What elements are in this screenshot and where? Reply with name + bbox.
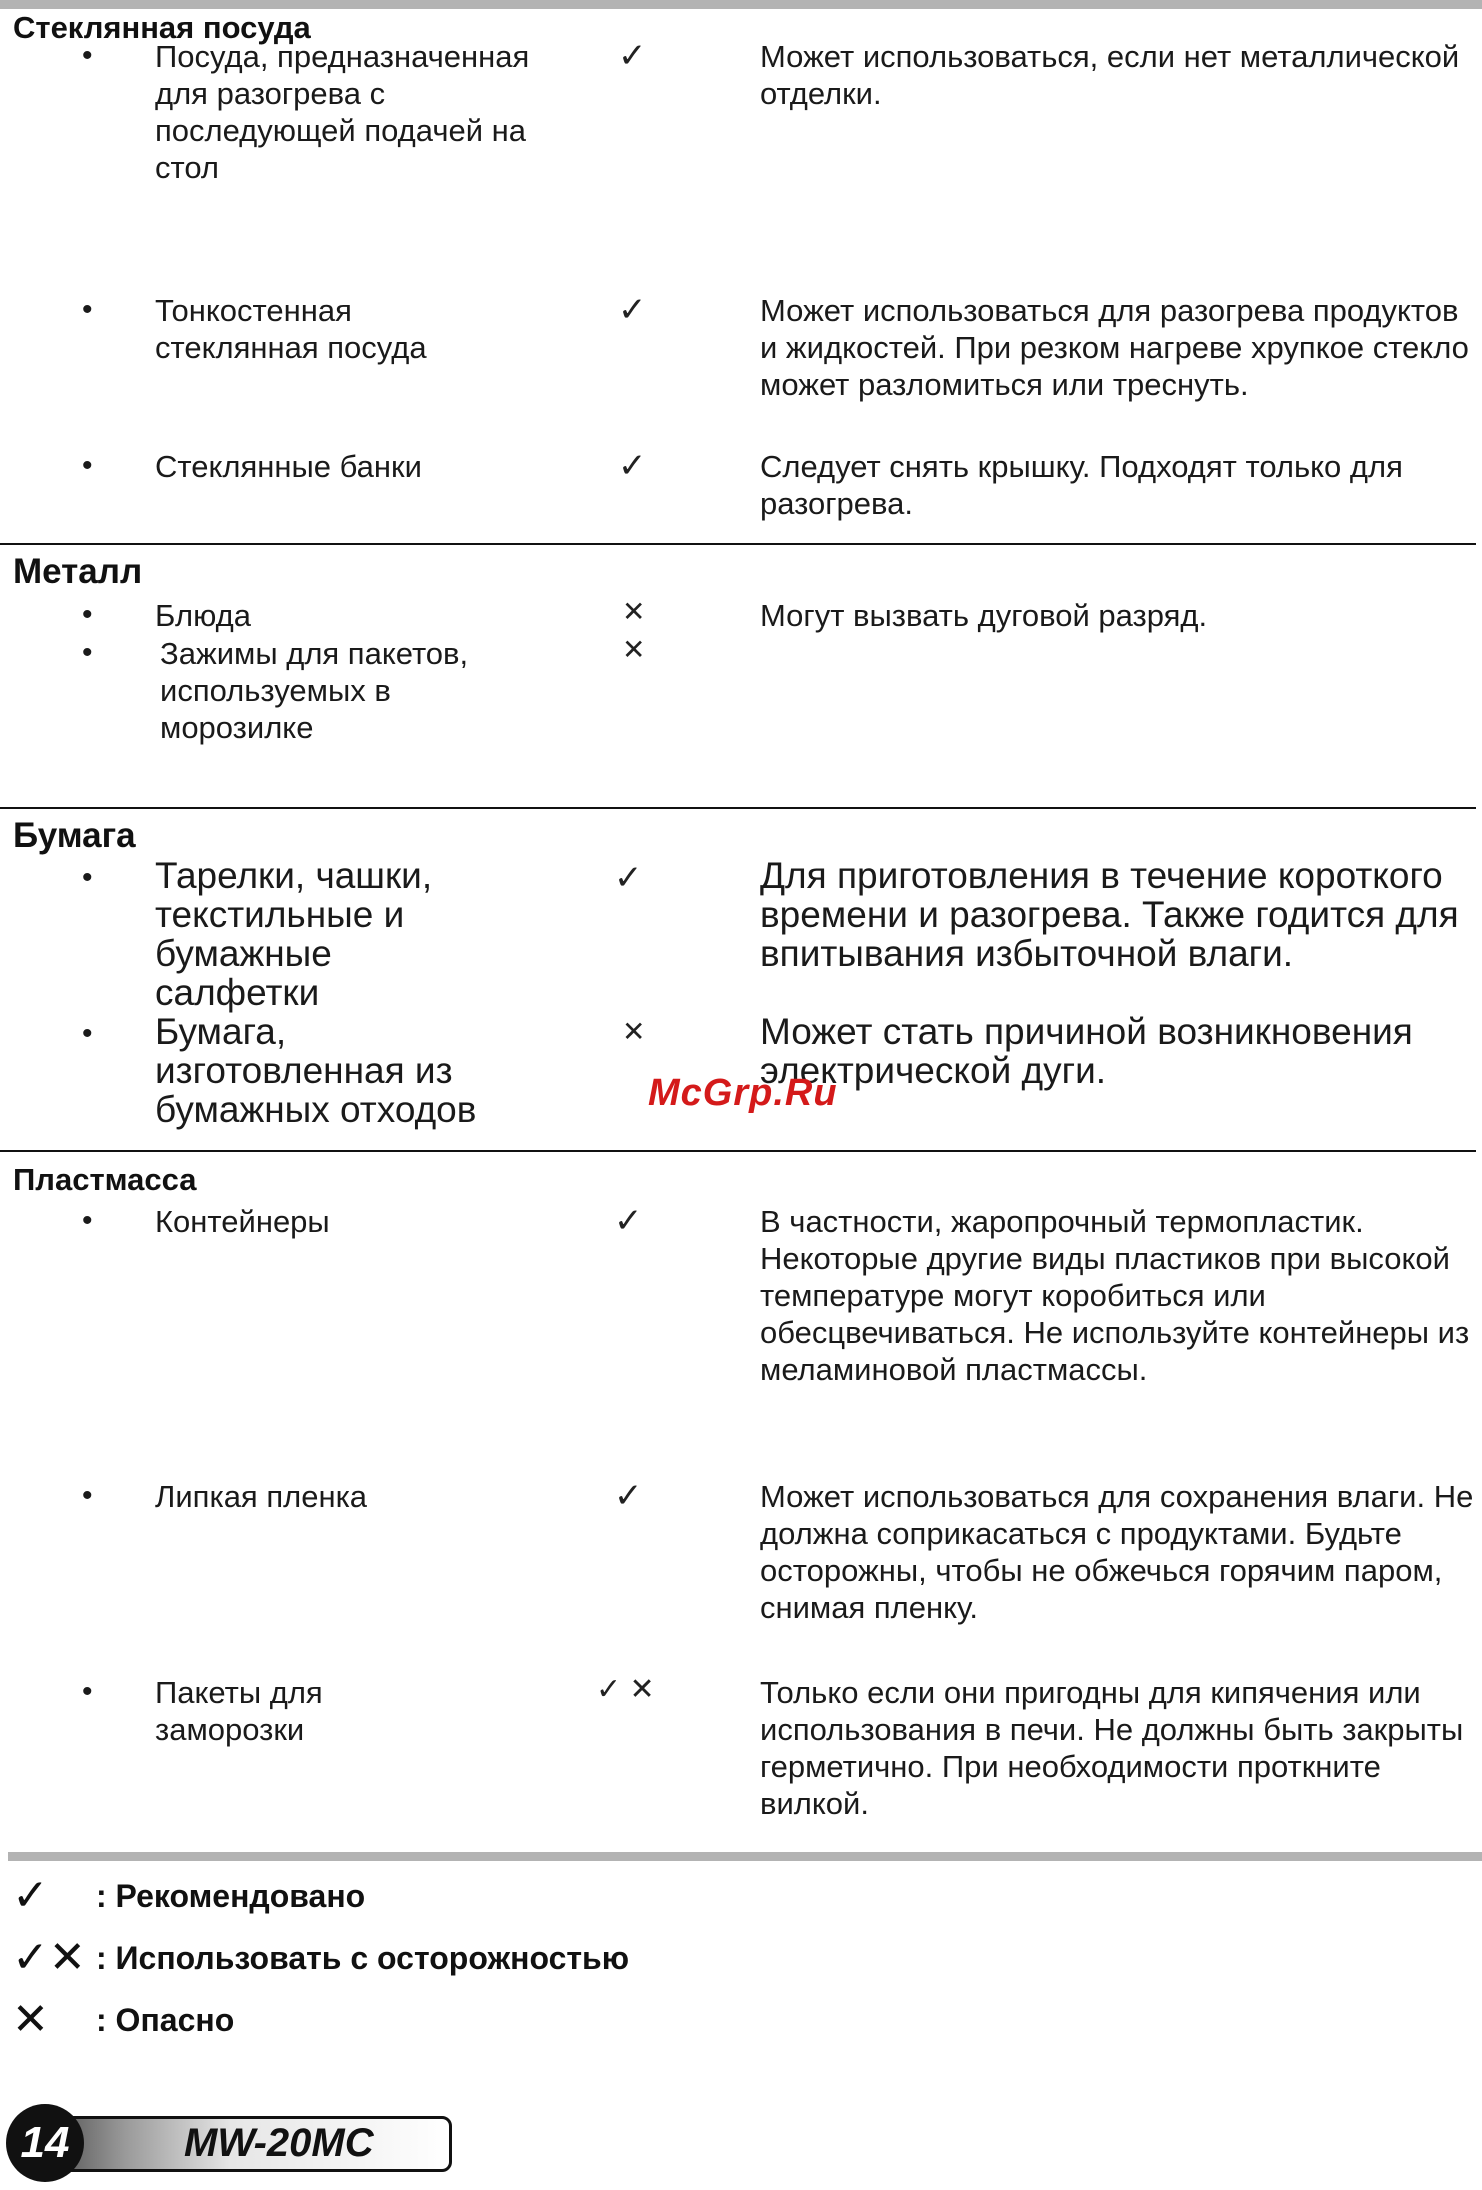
bullet: • [82,598,93,631]
item-description: Следует снять крышку. Подходят только для разогрева. [760,449,1403,521]
top-gray-bar [0,0,1482,9]
item-name: Тарелки, чашки, текстильные и бумажные салфетки [155,855,433,1013]
item-description: В частности, жаропрочный термопластик. Некоторые другие виды пластиков при высокой температуре могут коробиться или обесцвечиваться. Не используйте контейнеры из меламиновой пластмассы. [760,1204,1470,1387]
item-description: Может использоваться для сохранения влаги. Не должна соприкасаться с продуктами. Будьте осторожны, чтобы не обжечься горячим паром, снимая пленку. [760,1479,1474,1625]
item-description: Может использоваться для разогрева продуктов и жидкостей. При резком нагреве хрупкое стекло может разломиться или треснуть. [760,293,1469,402]
section-title-plastic: Пластмасса [13,1162,197,1197]
item-name: Бумага, изготовленная из бумажных отходов [155,1011,477,1130]
check-icon: ✓ [618,37,647,75]
item-description: Для приготовления в течение короткого времени и разогрева. Также годится для впитывания избыточной влаги. [760,855,1459,974]
item-name: Стеклянные банки [155,449,422,484]
check-icon: ✓ [12,1871,49,1920]
item-name: Липкая пленка [155,1479,368,1514]
cross-icon: ✕ [622,1016,646,1047]
check-icon: ✓ [614,859,643,897]
legend-divider [8,1852,1482,1861]
legend-recommended: : Рекомендовано [96,1878,366,1914]
model-name: MW-20MC [184,2121,374,2165]
item-description: Может использоваться, если нет металлической отделки. [760,39,1460,111]
bullet: • [82,1479,93,1512]
section-title-metal: Металл [13,552,143,591]
item-name: Блюда [155,598,251,633]
item-description: Могут вызвать дуговой разряд. [760,598,1208,633]
item-name: Посуда, предназначенная для разогрева с последующей подачей на стол [155,39,530,185]
section-divider [0,807,1476,809]
bullet: • [82,861,93,894]
section-title-paper: Бумага [13,816,136,855]
cross-icon: ✕ [12,1995,49,2044]
bullet: • [82,293,93,326]
item-description: Только если они пригодны для кипячения или использования в печи. Не должны быть закрыты герметично. При необходимости проткните вилкой. [760,1675,1464,1821]
bullet: • [82,636,93,669]
section-divider [0,1150,1476,1152]
legend-dangerous: : Опасно [96,2002,235,2038]
item-name: Зажимы для пакетов, используемых в морозилке [160,636,469,745]
cross-icon: ✕ [622,596,646,627]
item-description: Может стать причиной возникновения электрической дуги. [760,1011,1413,1091]
bullet: • [82,39,93,72]
bullet: • [82,449,93,482]
bullet: • [82,1675,93,1708]
item-name: Пакеты для заморозки [155,1675,323,1747]
legend-caution: : Использовать с осторожностью [96,1940,630,1976]
section-title-glass: Стеклянная посуда [13,10,311,45]
item-name: Контейнеры [155,1204,330,1239]
check-icon: ✓ [614,1202,643,1240]
check-icon: ✓ [618,291,647,329]
page-number: 14 [6,2104,84,2182]
check-icon: ✓ [618,447,647,485]
check-cross-icon: ✓ ✕ [596,1673,655,1706]
item-name: Тонкостенная стеклянная посуда [155,293,427,365]
bullet: • [82,1204,93,1237]
bullet: • [82,1017,93,1050]
section-divider [0,543,1476,545]
check-icon: ✓ [614,1477,643,1515]
check-cross-icon: ✓✕ [12,1933,86,1982]
watermark: McGrp.Ru [648,1072,838,1114]
cross-icon: ✕ [622,634,646,665]
